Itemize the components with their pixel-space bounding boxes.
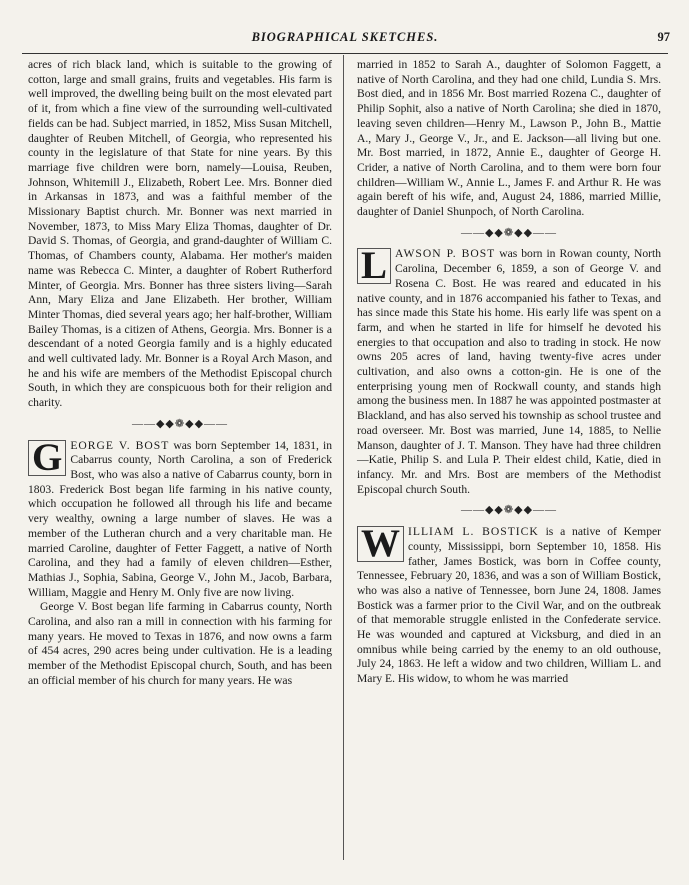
sketch-body: was born in Rowan county, North Carolina, December 6, 1859, a son of George V. and Rosena C. Bost. He was reared and educated in his native county, and in 1876 accompanied his father to Texas, and has since made this State his home. His early life was spent on a farm, and when he started in life for himself he devoted his energies to that occupation and also to trading in stock. He now owns 205 acres of land, having twenty-five acres under cultivation, and also owns a cotton-gin. He is one of the enterprising young men of Rockwall county, and stands high among the business men. In 1887 he was appointed postmaster at Blackland, and has also served his township as school trustee and road overseer. Mr. Bost was married, June 14, 1885, to Nellie Manson, daughter of J. T. Manson. They have had three children—Katie, Philip S. and Lula P. Their eldest child, Katie, died in infancy. Mr. and Mrs. Bost are members of the Methodist Episcopal church South. — [357, 247, 661, 496]
header-rule — [22, 53, 668, 54]
page-number: 97 — [657, 30, 670, 44]
section-ornament: ——◆◆❁◆◆—— — [460, 504, 558, 517]
george-bost-paragraph-2: George V. Bost began life farming in Cabarrus county, North Carolina, and also ran a mill in connection with his farming for many years. He moved to Texas in 1876, and now owns a farm of 454 acres, 290 acres being under cultivation. He is a leading member of the Methodist Episcopal church, South, and has been an official member of his church for many years. He was — [28, 600, 332, 687]
sketch-heading-name: ILLIAM L. BOSTICK — [408, 525, 539, 539]
page-header — [20, 30, 670, 50]
george-bost-sketch — [28, 435, 332, 601]
column-divider — [343, 55, 344, 860]
lawson-bost-sketch — [357, 244, 661, 497]
drop-cap: G — [28, 440, 66, 476]
left-column — [28, 58, 332, 689]
sketch-heading-name: AWSON P. BOST — [395, 247, 496, 261]
sketch-body: is a native of Kemper county, Mississippi, born September 10, 1858. His father, James Bostick, was born in Coffee county, Tennessee, February 20, 1836, and was a son of William Bostick, who was also a native of Tennessee, born June 24, 1808. James Bostick was a farmer prior to the Civil War, and on the outbreak of that memorable struggle enlisted in the Confederate service. He was wounded and captured at Vicksburg, and died in an omnibus while being carried by the enemy to an old outhouse, July 24, 1863. He left a widow and two children, William L. and Mary E. His widow, to whom he was married — [357, 525, 661, 686]
section-ornament: ——◆◆❁◆◆—— — [131, 417, 229, 430]
running-head: BIOGRAPHICAL SKETCHES. — [251, 30, 439, 44]
sketch-heading-name: EORGE V. BOST — [70, 438, 170, 452]
sketch-body: was born September 14, 1831, in Cabarrus county, North Carolina, a son of Frederick Bost, who was also a native of Cabarrus county, born in 1803. Frederick Bost began life farming in his native county, which occupation he followed all through his life and became very wealthy, owning a large number of slaves. He was a member of the Lutheran church and a very charitable man. He married Caroline, daughter of Fetter Faggett, a native of North Carolina, and they had a family of eleven children—Esther, Mathias J., Sophia, Sabina, George V., John M., Jacob, Barbara, William, Maggie and Henry M. Only five are now living. — [28, 438, 332, 599]
section-ornament: ——◆◆❁◆◆—— — [460, 226, 558, 239]
drop-cap: L — [357, 248, 391, 284]
george-bost-continuation: married in 1852 to Sarah A., daughter of Solomon Faggett, a native of North Carolina, and they had one child, Lundia S. Mrs. Bost died, and in 1856 Mr. Bost married Rozena C., daughter of Philip Sophit, also a native of North Carolina; she died in 1870, leaving seven children—Henry M., Lawson P., John B., Mattie A., Mary J., George V., Jr., and E. Jackson—all living but one. Mr. Bost married, in 1872, Annie E., daughter of George H. Crider, a native of North Carolina, and to them were born four children—William W., Annie L., James F. and Arthur R. He was again bereft of his wife, and, August 24, 1886, married Millie, daughter of Daniel Shunpoch, of North Carolina. — [357, 58, 661, 219]
bonner-sketch-continuation: acres of rich black land, which is suitable to the growing of cotton, large and small grains, fruits and vegetables. His farm is well improved, the dwelling being built on the most elevated part of it, from which a fine view of the surrounding well-cultivated fields can be had. Subject married, in 1852, Miss Susan Mitchell, daughter of Reuben Mitchell, of Georgia, who represented his county in the legislature of that State for nine years. By this marriage five children were born, namely—Louisa, Reuben, Johnson, Whitemill J., Elizabeth, Robert Lee. Mrs. Bonner died in Arkansas in 1873, and was a faithful member of the Missionary Baptist church. Mr. Bonner was next married in November, 1873, to Miss Mary Eliza Thomas, daughter of Dr. David S. Thomas, of Georgia, and grand-daughter of William C. Thomas, of Chambers county, Alabama. Her mother's maiden name was Rebecca C. Minter, a daughter of Robert Rutherford Minter, of Georgia. Mrs. Bonner has three sisters living—Sarah Ann, Mary Eliza and Jane Elizabeth. Her brother, William Minter Thomas, died several years ago; her half-brother, William Bailey Thomas, is a citizen of Athens, Georgia. Mrs. Bonner is a descendant of a noted Georgia family and is a highly educated and well cultivated lady. Mr. Bonner is a Royal Arch Mason, and he and his wife are members of the Methodist Episcopal church South, in which they are conspicuous both for their religion and charity. — [28, 58, 332, 410]
drop-cap: W — [357, 526, 404, 562]
right-column — [357, 58, 661, 687]
william-bostick-sketch — [357, 522, 661, 687]
